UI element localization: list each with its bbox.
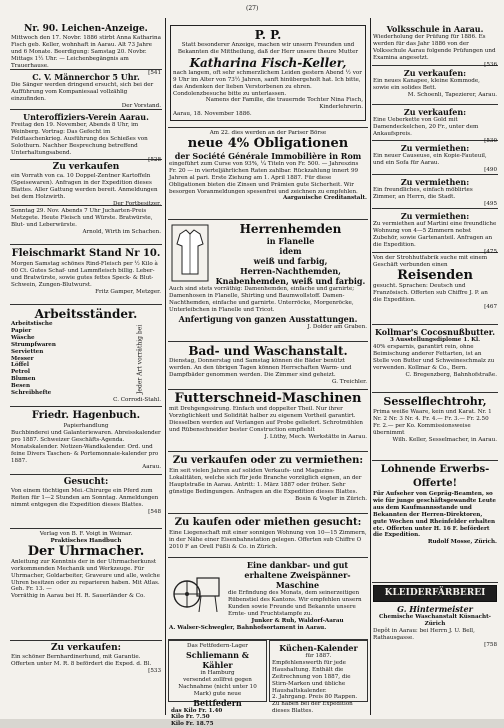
ad-ref: [548	[148, 508, 161, 515]
ad-erwerbs-offerte	[372, 461, 498, 583]
ad-text: Dienstag, Donnerstag und Samstag können die Bäder benützt werden. An den übrigen Tagen können Herrschaften Warm- und Dampfbäder genommen werden. Die Zimmer sind geheizt.	[169, 358, 352, 378]
list-item: Papier	[11, 327, 32, 334]
ad-text: Buchbinderei und Galanteriewaren. Abreisskalender pro 1887. Schweizer Geschäfts-Agenda. Monatskalender. Notizen-Wandkalender. Ord. und feine Divers Taschen- & Portemonnaie-kalender pro 1887.	[11, 429, 161, 464]
ad-title: Zu verkaufen	[52, 162, 120, 172]
column-rule	[165, 18, 166, 715]
ad-sign: Arnold, Wirth im Schachen.	[82, 228, 161, 235]
ad-reisender	[372, 253, 498, 325]
ad-item: Bettfedern	[193, 697, 242, 708]
ad-title: Schliemann & Kähler	[186, 649, 249, 670]
list-item: Arbeitstische	[11, 321, 53, 327]
ad-title: Zu vermiethen:	[400, 177, 470, 187]
ad-text: Zu vermiethen auf Martini eine freundliche Wohnung von 4—5 Zimmern nebst Zubehör, sowie Gartenanteil. Anfragen an die Expedition.	[373, 221, 497, 248]
ad-sign: Wilh. Keller, Sesselmacher, in Aarau.	[392, 436, 497, 443]
ad-gesucht	[10, 475, 162, 529]
ad-text: Sonntag 29. Nov. Abends 7 Uhr Jucharten-Preis Metzgete. Heute Fleisch und Würste. Bratwürste, Blut- und Leberwürste.	[11, 208, 153, 228]
ad-intro: Statt besonderer Anzeige, machen wir unsern Freunden und Bekannten die Mittheilung, daß der Herr unsere theure Mutter	[177, 42, 359, 55]
ad-text-2: gesucht. Sprachen: Deutsch und Französisch. Offerten sub Chiffre J. P. an die Expedition.	[373, 282, 488, 303]
price: das Kilo Fr. 1.40	[171, 707, 223, 714]
ad-title: Zu verkaufen oder zu vermiethen:	[172, 455, 364, 466]
ad-cocosnussbutter	[372, 325, 498, 393]
ad-title: P. P.	[254, 28, 282, 42]
ad-text: Von der Strohhutfabrik suche mit einem Geschäft verbunden einen	[373, 255, 488, 268]
ad-subtitle: für 1887.	[305, 653, 332, 659]
ad-vermiethen	[168, 452, 368, 514]
ad-text: Anleitung zur Kenntnis der in der Uhrmacherkunst vorkommenden Mechanik und Werkzeuge. Für Uhrmacher, Goldarbeiter, Graveure und alle, welche Uhren besitzen oder zu reparieren haben. Mit Atlas. Geh. Fr. 13. —	[11, 558, 160, 593]
ad-subtitle: Praktisches Handbuch	[50, 537, 122, 544]
ad-sign: G. Treichler.	[331, 378, 367, 385]
ad-text: Wiederholung der Prüfung für 1886. Es werden für das Jahr 1886 von der Volksschule Aarau folgende Prüfungen und Examina angesetzt.	[373, 34, 496, 61]
list-item: Blumen	[11, 376, 36, 383]
ad-title-2: Anfertigung von ganzen Ausstattungen.	[178, 313, 358, 324]
ad-sign: Junker & Ruh, Waldorf-Aarau	[251, 617, 344, 624]
column-right	[372, 22, 498, 713]
ad-todesanzeige	[168, 22, 368, 128]
list-item: Petrol	[11, 369, 31, 376]
ad-ref: [541	[148, 69, 161, 76]
ad-text: Für Aufseher von Gepräg-Beamten, so wie für junge geschäftsgewandte Leute aus dem Kaufmannsstande und Bekannten der Herren-Direktoren, gute Wochen und Rheinfelder erhalten etc. Offerten unter H. 16 F. befördert die Expedition.	[373, 491, 496, 539]
ad-sign-2: A. Walser-Schwegler, Bahnhofsortament in Aarau.	[169, 624, 327, 631]
ad-title: Reisenden	[397, 267, 473, 283]
shirt-illustration-icon	[169, 222, 211, 284]
list-item: Löffel	[11, 362, 29, 369]
ad-title: Zu verkaufen:	[50, 643, 122, 653]
ad-sign: Der Vorstand.	[121, 102, 161, 109]
ad-ref: [533	[148, 667, 161, 674]
ad-text: Auch sind stets vorräthig: Damenhemden, einfache und garnirte; Damenhosen in Flanelle, Shirting und Baumwollstoff. Damen-Nachthemden, einfache und garnirte. Unterröcke, Morgenröcke, Unterleibchen in Flanelle und Tricot.	[169, 286, 355, 313]
ad-title: Unteroffiziers-Verein Aarau.	[23, 112, 149, 122]
ad-title: Zu verkaufen:	[403, 68, 467, 78]
ad-verkaufen-kanapee	[372, 66, 498, 105]
list-item: Servietten	[11, 348, 44, 355]
ad-bernhardiner	[10, 641, 162, 690]
ad-sign: Fritz Gamper, Metzger.	[95, 288, 161, 295]
ad-sesselflechtrohr	[372, 393, 498, 461]
ad-subtitle: Papierhandlung	[63, 423, 109, 429]
column-middle	[168, 22, 368, 728]
ad-schliemann	[168, 640, 267, 728]
ad-place: Aarau.	[142, 464, 161, 471]
list-item: Messer	[11, 355, 34, 362]
ad-sign: Der Fortbesitzer.	[112, 200, 161, 207]
ad-text: die Erfindung des Monats, dem seinerzeitigen Rübenstiel des Kantons. Wir empfehlen unsern Kunden sowie Freunde und Bekannte unsere Ernte- und Fruchtstampfe zu.	[228, 590, 362, 617]
ad-text: nach langem, oft sehr schmerzlichem Leiden gestern Abend ½ vor 9 Uhr im Alter von 73½ Jahren, sanft hinübergeholt hat. Ich bitte, das Andenken der lieben Verstorbenen zu ehren. Condolenzbesuche bitte zu unterlassen.	[173, 69, 362, 97]
ad-zu-verkaufen	[10, 160, 162, 206]
ad-title: KLEIDERFÄRBEREI	[373, 585, 497, 602]
ad-title: Fleischmarkt Stand Nr 10.	[11, 248, 161, 259]
ad-volksschule	[372, 22, 498, 66]
ad-text: Mittwoch den 17. Novbr. 1886 stirbt Anna Katharina Fisch geb. Keller, wohnhaft in Aarau. Alt 73 Jahre und 6 Monate. Beerdigung: Samstag 20. Novbr. Mittags 1½ Uhr. — Leichenbegängnis am Trauerhause.	[11, 35, 161, 69]
ad-intro: Am 22. dies werden an der Pariser Börse	[209, 130, 327, 136]
ad-text: Freitag den 19. November, Abends 8 Uhr, im Weinberg. Vortrag: Das Gefecht im Feldtaschenkrieg. Ausführung des Schießes von Solothurn. Nachher Besprechung betreffend Unterhaltungsabend.	[11, 122, 148, 156]
ad-sign: Bosin & Vogler in Zürich.	[295, 495, 367, 502]
ad-title: Friedr. Hagenbuch.	[31, 410, 141, 421]
ad-note: 2. Jahrgang. Preis 80 Rappen. Zu haben bei der Expedition dieses Blattes.	[272, 694, 358, 715]
ad-sign: Rudolf Mosse, Zürich.	[427, 539, 497, 546]
ad-text: Von einem tüchtigen Mei.-Chirurge ein Pferd zum Reiten für 1—2 Stunden am Sonntag. Anmeldungen nimmt entgegen die Expedition dieses Blattes.	[11, 488, 159, 508]
list-item: Strumpfwaren	[11, 341, 56, 348]
ad-ref: [495	[484, 200, 497, 207]
ad-title: Eine dankbar- und gut erhaltene Zweispänner-Maschine	[244, 560, 351, 590]
column-rule	[370, 18, 371, 715]
ad-text: Ein neues Kanapee, kleine Kommode, sowie ein solides Bett.	[373, 78, 480, 91]
ad-ref: [530	[484, 137, 497, 144]
ad-ref: [475	[484, 248, 497, 255]
ad-text: Ein schöner Bernhardinerhund, mit Garantie. Offerten unter M. R. 8 befördert die Exped. d. Bl.	[11, 654, 152, 667]
ad-subtitle: der Société Générale Immobilière in Rom	[174, 150, 362, 161]
ad-note: Depôt in Aarau: bei Herrn J. U. Bell, Rathausgasse.	[373, 627, 475, 641]
ad-text: ein Vorrath von ca. 10 Doppel-Zentner Kartoffeln (Speisewaren). Anfragen in der Expedition dieses Blattes. Aller Gattung werden bereit. Anmeldungen bei dem Holzwirth.	[11, 173, 158, 200]
ad-sign: J. Lüthy, Mech. Werkstätte in Aarau.	[264, 433, 367, 440]
ad-text: Chemische Waschanstalt Küsnacht-Zürich	[378, 614, 492, 627]
ad-sign: Namens der Familie, die trauernde Tochter Nina Fisch, Kinderlehrerin.	[205, 97, 363, 111]
list-item: in Flanelle	[266, 236, 315, 246]
ad-text: eingeführt zum Curse von 93%, ¼ Titeln von Fr. 500. — Jahreszins Fr. 20 — in vierteljährlichen Raten zahlbar. Rückzahlung innert 99 Jahren al pari. Erste Ziehung am 1. April 1887. Für diese Obligationen bieten die Zinsen und Prämien gute Sicherheit. Wir besorgen Voranmeldungen spesenfrei und zeichnen zu empfehlen.	[169, 160, 359, 195]
ad-title: Zu vermiethen:	[400, 143, 470, 153]
ad-sign: C. Corrodi-Stahl.	[113, 396, 161, 403]
ad-ref: [536	[484, 61, 497, 68]
ad-head: Das Fettfedern-Lager	[187, 643, 248, 649]
page-number: (27)	[246, 5, 259, 12]
machine-copy	[225, 560, 367, 625]
ad-maennerchor	[10, 70, 162, 110]
ad-title: Gesucht:	[63, 477, 109, 487]
ad-verkaufen-kette	[372, 105, 498, 144]
ad-subtitle: 3 Ausstellungsdiplome 1. Kl.	[389, 337, 481, 343]
ad-sign: Aargauische Creditanstalt.	[282, 195, 367, 202]
ad-vermiethen-3	[372, 209, 498, 253]
shirt-lines	[211, 222, 367, 286]
machine-illustration-icon	[169, 560, 225, 616]
ad-unteroffiziers	[10, 110, 162, 163]
ad-obligationen	[168, 128, 368, 220]
list-item: Herren-Nachthemden,	[240, 266, 341, 276]
ad-title: C. V. Männerchor 5 Uhr.	[32, 72, 140, 82]
list-item: Schreibhefte	[11, 390, 52, 397]
ad-text: 40% ersparnis, garantirt rein, ohne Beimischung anderer Fettarten, ist an Stelle von Butter und Schweineschmalz zu verwenden. Kollmar & Co., Bern.	[373, 343, 495, 371]
ad-text: versendet zollfrei gegen Nachnahme (nicht unter 10 Mark) gute neue	[178, 676, 257, 697]
ad-title: Volksschule in Aarau.	[386, 24, 484, 34]
ad-title: Der Uhrmacher.	[27, 543, 145, 559]
ad-title: Bad- und Waschanstalt.	[188, 344, 348, 358]
ad-metzgete	[10, 206, 162, 245]
ad-title: Sesselflechtrohr,	[383, 395, 487, 408]
ad-text: Eine Ueberkette von Gold mit Damendeckelchen, 20 Fr., unter dem Ankaufspreis.	[373, 117, 479, 137]
ad-futterschneid	[168, 390, 368, 452]
ad-kuechen-kalender	[269, 640, 368, 715]
ad-title: neue 4% Obligationen	[187, 135, 349, 151]
price: Kilo Fr. 7.50	[171, 714, 210, 721]
ad-date: Aarau, 18. November 1886.	[173, 111, 252, 118]
ad-title: Futterschneid-Maschinen	[174, 391, 362, 406]
ad-bad-waschanstalt	[168, 342, 368, 390]
ad-sign: M. Schoenli, Tapezierer, Aarau.	[407, 91, 497, 98]
ad-title: Kollmar's Cocosnußbutter.	[374, 327, 496, 337]
ad-title: Lohnende Erwerbs-Offerte!	[380, 464, 490, 489]
list-item: idem	[279, 246, 302, 256]
ad-text: Eine Liegenschaft mit einer sonnigen Wohnung von 10—15 Zimmern, in der Nähe einer Eisenbahnstation gelegen. Offerten sub Chiffre O 2010 F an Orell Füßli & Co. in Zürich.	[169, 530, 367, 550]
list-item: weiß und farbig,	[253, 256, 328, 266]
ad-text: Die Sänger werden dringend ersucht, sich bei der Aufführung vom Kompaniesaal vollzählig einzufinden.	[11, 82, 154, 102]
note-vertical: Jeder Art vorräthig bei	[136, 324, 144, 394]
ad-sign: J. Dolder am Graben.	[307, 323, 367, 330]
ad-zweispaenner	[168, 558, 368, 640]
ad-text: Ein neuer Causeuse, ein Kopie-Fauteuil, und ein Sofa für Aarau.	[373, 153, 487, 166]
list-item: Knabenhemden, weiß und farbig.	[215, 276, 366, 286]
ad-title: Zu vermiethen:	[400, 211, 470, 221]
ad-title: Zu verkaufen:	[403, 107, 467, 117]
ad-kaufen-gesucht	[168, 514, 368, 558]
ad-title: Zu kaufen oder miethen gesucht:	[174, 517, 362, 528]
item-list	[11, 321, 121, 397]
ad-name: Katharina Fisch-Keller,	[189, 55, 347, 70]
ad-sign: C. Bregenzberg, Bahnhofstraße.	[405, 371, 497, 378]
ad-title: Herrenhemden	[239, 222, 342, 236]
frame	[170, 25, 366, 121]
ad-vermiethen-1	[372, 141, 498, 175]
ad-ref: [528	[148, 156, 161, 163]
ad-fleischmarkt	[10, 245, 162, 305]
ad-uhrmacher	[10, 529, 162, 641]
ad-leichen-anzeige	[10, 22, 162, 76]
ad-hagenbuch	[10, 407, 162, 475]
ad-text: Ein freundliches, einfach möblirtes Zimmer, an Herrn, die Stadt.	[373, 187, 473, 200]
ad-text: Ein seit vielen Jahren auf soliden Verkaufs- und Magazins-Lokalitäten, welche sich für jede Branche vorzüglich eignen, an der Hauptstraße in Aarau. Antritt: 1. März 1887 oder früher. Sehr günstige Bedingungen. Anfragen an die Expedition dieses Blattes.	[169, 468, 362, 495]
ad-place: in Hamburg	[200, 669, 235, 676]
list-item: Wäsche	[11, 334, 35, 341]
ad-ref: [467	[484, 303, 497, 310]
price: Kilo Fr. 18.75	[171, 721, 214, 728]
ad-name: G. Hintermeister	[397, 604, 473, 614]
ad-ref: [758	[484, 641, 497, 648]
ad-text: Empfehlenswerth für jede Haushaltung. Enthält die Zeitrechnung von 1887, die Stirn-Marken und übliche Haushaltskalender.	[272, 659, 351, 694]
ad-vermiethen-2	[372, 175, 498, 209]
ad-title: Nr. 90. Leichen-Anzeige.	[24, 24, 148, 34]
ad-ref: [490	[484, 166, 497, 173]
list-item: Besen	[11, 383, 31, 390]
column-left	[10, 22, 162, 713]
ad-head: Verlag von B. F. Voigt in Weimar.	[39, 531, 133, 537]
ad-title: Küchen-Kalender	[279, 643, 358, 653]
ad-herrenhemden	[168, 220, 368, 342]
ad-title: Arbeitsständer.	[34, 307, 138, 321]
ad-kleiderfaerberei	[372, 583, 498, 668]
ad-text: Prima weiße Waare, kein und Karat. Nr. 1 Nr. 2 Nr. 3 Nr. 4. Fr. 4.— Fr. 3.— Fr. 2.50 Fr. 2.— per Ko. Kommissionsweise übernimmt	[373, 409, 492, 436]
ad-text: mit Drehgengssirung. Einfach und doppelter Theil. Nur ihrer Vorzüglichkeit und Solidität halber zu eigenem Vortheil garantirt. Diesselben werden auf Verlangen auf Probe geliefert. Schrotmühlen und Rübenschneider bester Construction empfiehlt	[169, 406, 364, 433]
ad-text: Morgen Samstag schönes Rind-Fleisch per ½ Kilo à 60 Ct. Gutes Schaf- und Lammfleisch billig. Leber- und Bratwürste, sowie gutes fettes Speck- & Blut-Schwein, Zungen-Blutwurst.	[11, 261, 158, 288]
bottom-pair	[168, 640, 368, 728]
ad-note: Vorräthig in Aarau bei H. R. Sauerländer & Co.	[11, 593, 146, 600]
ad-arbeitsstaender	[10, 305, 162, 407]
